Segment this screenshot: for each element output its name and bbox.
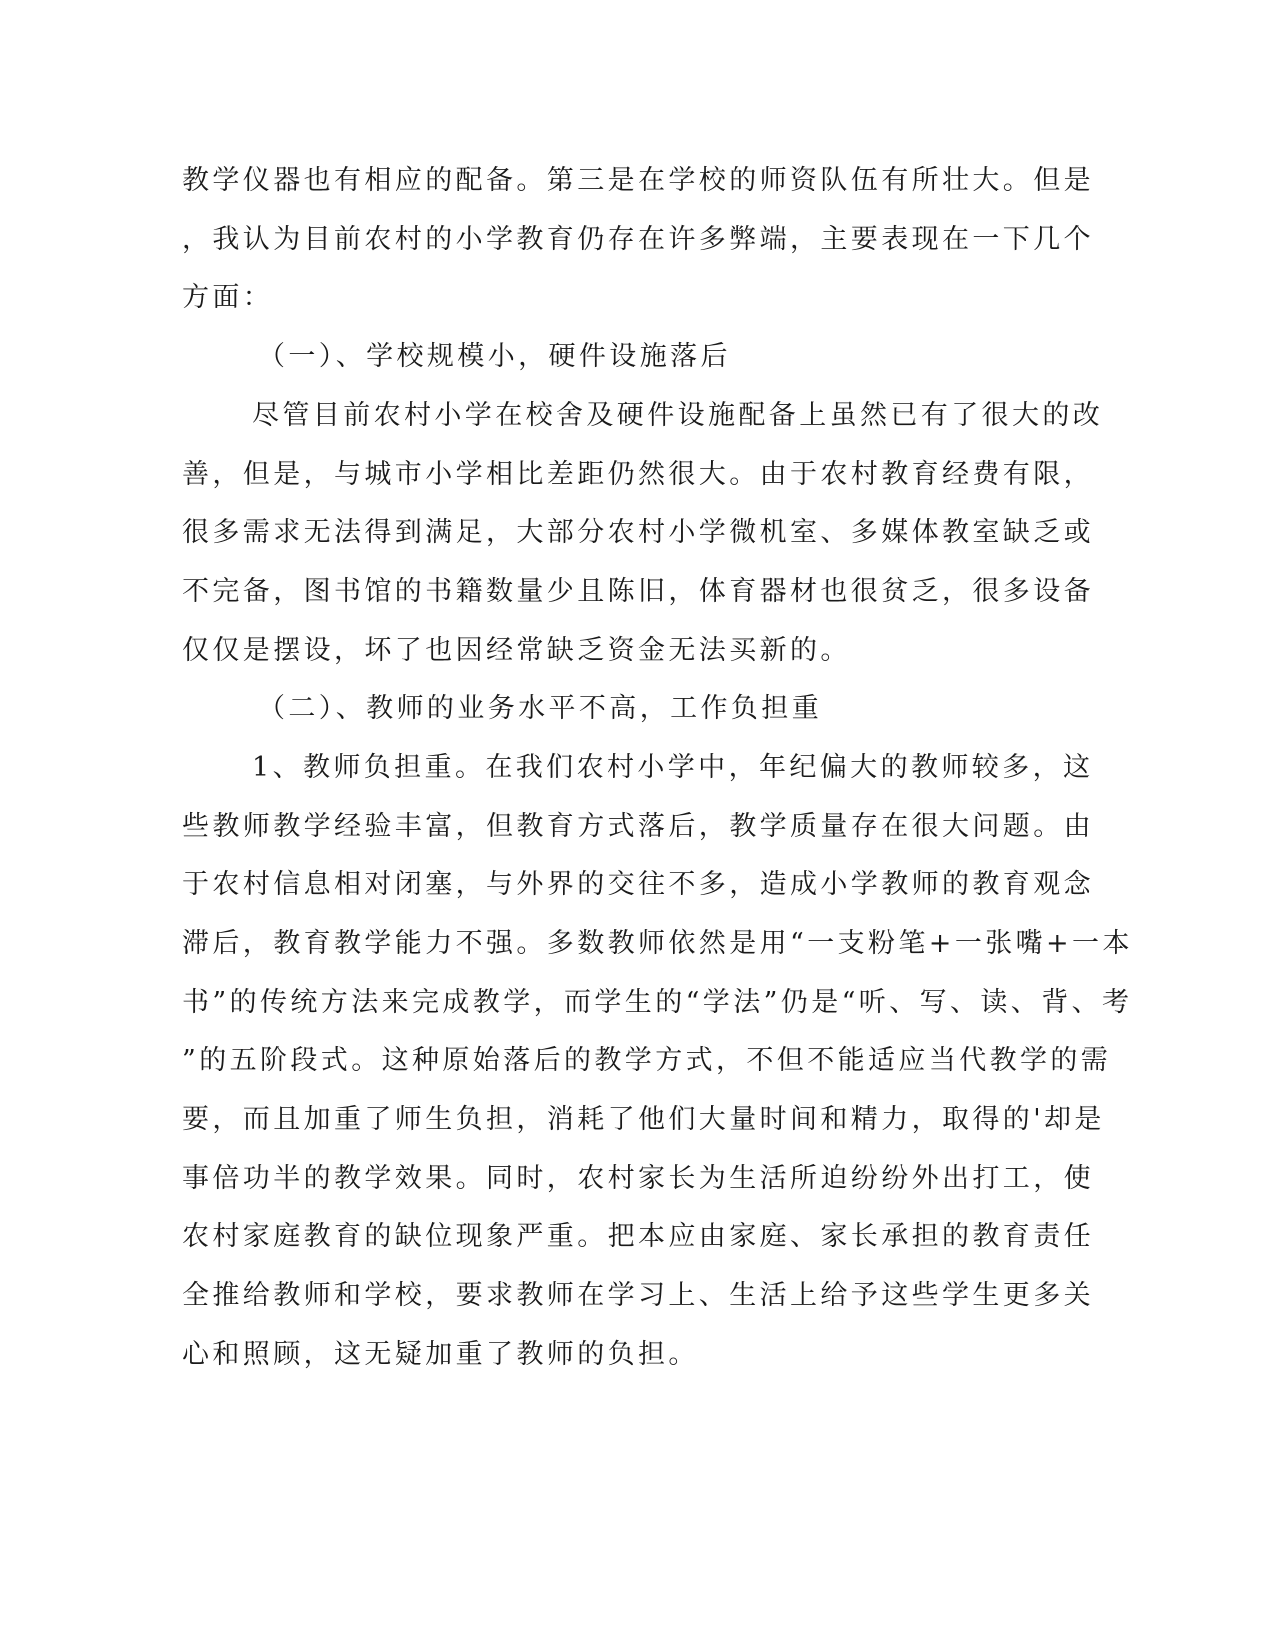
paragraph-first-line: 尽管目前农村小学在校舍及硬件设施配备上虽然已有了很大的改: [252, 400, 1104, 431]
text-line: 方面：: [182, 282, 274, 313]
text-line: ”的五阶段式。这种原始落后的教学方式，不但不能适应当代教学的需: [182, 1045, 1112, 1076]
text-line: 滞后，教育教学能力不强。多数教师依然是用“一支粉笔+一张嘴+一本: [182, 928, 1133, 959]
paragraph-first-line: 1、教师负担重。在我们农村小学中，年纪偏大的教师较多，这: [252, 752, 1094, 783]
text-line: 不完备，图书馆的书籍数量少且陈旧，体育器材也很贫乏，很多设备: [182, 576, 1094, 607]
text-line: 心和照顾，这无疑加重了教师的负担。: [182, 1339, 699, 1370]
text-line: 事倍功半的教学效果。同时，农村家长为生活所迫纷纷外出打工，使: [182, 1163, 1094, 1194]
text-line: 农村家庭教育的缺位现象严重。把本应由家庭、家长承担的教育责任: [182, 1221, 1094, 1252]
text-line: ，我认为目前农村的小学教育仍存在许多弊端，主要表现在一下几个: [182, 224, 1094, 255]
text-line: 很多需求无法得到满足，大部分农村小学微机室、多媒体教室缺乏或: [182, 517, 1094, 548]
section-heading: （二）、教师的业务水平不高，工作负担重: [258, 693, 823, 724]
text-line: 善，但是，与城市小学相比差距仍然很大。由于农村教育经费有限，: [182, 459, 1094, 490]
text-line: 全推给教师和学校，要求教师在学习上、生活上给予这些学生更多关: [182, 1280, 1094, 1311]
section-heading: （一）、学校规模小，硬件设施落后: [258, 341, 731, 372]
text-line: 仅仅是摆设，坏了也因经常缺乏资金无法买新的。: [182, 635, 851, 666]
text-line: 于农村信息相对闭塞，与外界的交往不多，造成小学教师的教育观念: [182, 869, 1094, 900]
text-line: 要，而且加重了师生负担，消耗了他们大量时间和精力，取得的'却是: [182, 1104, 1105, 1135]
text-line: 教学仪器也有相应的配备。第三是在学校的师资队伍有所壮大。但是: [182, 165, 1094, 196]
text-line: 些教师教学经验丰富，但教育方式落后，教学质量存在很大问题。由: [182, 811, 1094, 842]
text-line: 书”的传统方法来完成教学，而学生的“学法”仍是“听、写、读、背、考: [182, 987, 1133, 1018]
